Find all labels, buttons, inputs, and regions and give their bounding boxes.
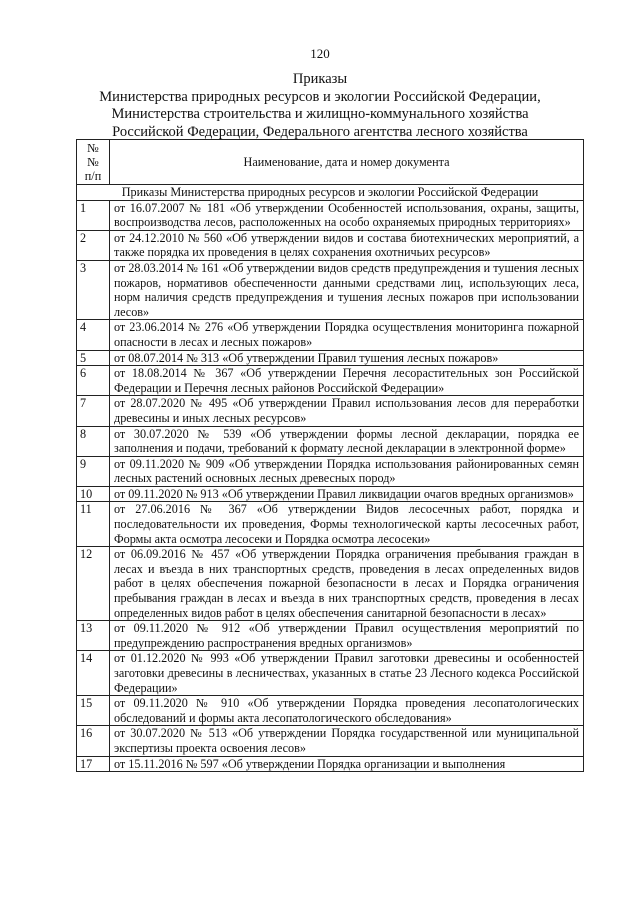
row-document-text: от 06.09.2016 № 457 «Об утверждении Порядка ограничения пребывания граждан в лесах и въезда в них транспортных средств, проведения в лесах определенных видов работ в целях обеспечения пожарной безопасности в лесах и Порядка ограничения пребывания граждан в лесах и въезда в них транспортных средств, проведения в лесах определенных видов работ в целях обеспечения санитарной безопасности в лесах» [110,547,584,621]
row-document-text: от 01.12.2020 № 993 «Об утверждении Правил заготовки древесины и особенностей заготовки древесины в лесничествах, указанных в статье 23 Лесного кодекса Российской Федерации» [110,651,584,696]
table-row [77,502,584,547]
row-document-text: от 28.03.2014 № 161 «Об утверждении видов средств предупреждения и тушения лесных пожаров, нормативов обеспеченности данными средствами лиц, использующих леса, норм наличия средств предупреждения и тушения лесных пожаров при использовании лесов» [110,260,584,319]
row-document-text: от 23.06.2014 № 276 «Об утверждении Порядка осуществления мониторинга пожарной опасности в лесах и лесных пожаров» [110,320,584,350]
row-number: 7 [77,396,110,426]
row-number: 16 [77,726,110,756]
row-document-text: от 09.11.2020 № 910 «Об утверждении Порядка проведения лесопатологических обследований и формы акта лесопатологического обследования» [110,696,584,726]
table-row [77,486,584,502]
table-row [77,396,584,426]
table-row [77,230,584,260]
table-row [77,350,584,366]
row-number: 17 [77,756,110,772]
header-num-line: п/п [84,169,102,183]
heading-line-2: Министерства природных ресурсов и экологии Российской Федерации, [99,88,541,105]
table-row [77,621,584,651]
row-document-text: от 08.07.2014 № 313 «Об утверждении Правил тушения лесных пожаров» [110,350,584,366]
row-document-text: от 27.06.2016 № 367 «Об утверждении Видов лесосечных работ, порядка и последовательности их проведения, Формы технологической карты лесосечных работ, Формы акта осмотра лесосеки и Порядка осмотра лесосеки» [110,502,584,547]
table-row [77,651,584,696]
row-number: 5 [77,350,110,366]
row-number: 10 [77,486,110,502]
table-row [77,547,584,621]
table-row [77,456,584,486]
row-document-text: от 09.11.2020 № 909 «Об утверждении Порядка использования районированных семян лесных растений основных лесных древесных пород» [110,456,584,486]
section-title: Приказы Министерства природных ресурсов и экологии Российской Федерации [77,185,584,201]
table-row [77,726,584,756]
row-document-text: от 30.07.2020 № 513 «Об утверждении Порядка государственной или муниципальной экспертизы проекта освоения лесов» [110,726,584,756]
table-row [77,756,584,772]
row-document-text: от 15.11.2016 № 597 «Об утверждении Порядка организации и выполнения [110,756,584,772]
document-heading [0,71,640,141]
row-number: 9 [77,456,110,486]
header-num-line: № [87,141,99,155]
table-row [77,696,584,726]
row-number: 11 [77,502,110,547]
row-document-text: от 09.11.2020 № 912 «Об утверждении Правил осуществления мероприятий по предупреждению распространения вредных организмов» [110,621,584,651]
row-document-text: от 16.07.2007 № 181 «Об утверждении Особенностей использования, охраны, защиты, воспроизводства лесов, расположенных на особо охраняемых природных территориях» [110,200,584,230]
row-document-text: от 30.07.2020 № 539 «Об утверждении формы лесной декларации, порядка ее заполнения и подачи, требований к формату лесной декларации в электронной форме» [110,426,584,456]
header-num-line: № [87,155,99,169]
row-number: 2 [77,230,110,260]
row-number: 4 [77,320,110,350]
row-number: 15 [77,696,110,726]
documents-table [76,139,584,772]
row-document-text: от 18.08.2014 № 367 «Об утверждении Перечня лесорастительных зон Российской Федерации и Перечня лесных районов Российской Федерации» [110,366,584,396]
row-number: 6 [77,366,110,396]
page-number: 120 [310,46,330,61]
row-document-text: от 09.11.2020 № 913 «Об утверждении Правил ликвидации очагов вредных организмов» [110,486,584,502]
row-number: 8 [77,426,110,456]
table-row [77,260,584,319]
table-row [77,366,584,396]
table-row [77,320,584,350]
section-row [77,185,584,201]
row-number: 12 [77,547,110,621]
table-row [77,426,584,456]
row-number: 13 [77,621,110,651]
table-row [77,200,584,230]
heading-line-3: Министерства строительства и жилищно-коммунального хозяйства [111,106,529,122]
table-header-row [77,140,584,185]
heading-line-1: Приказы [292,71,348,87]
row-document-text: от 28.07.2020 № 495 «Об утверждении Правил использования лесов для переработки древесины и иных лесных ресурсов» [110,396,584,426]
row-number: 1 [77,200,110,230]
column-header-name: Наименование, дата и номер документа [110,140,584,185]
row-document-text: от 24.12.2010 № 560 «Об утверждении видов и состава биотехнических мероприятий, а также порядка их проведения в целях сохранения охотничьих ресурсов» [110,230,584,260]
column-header-number [77,140,110,185]
heading-line-4: Российской Федерации, Федерального агентства лесного хозяйства [112,123,528,140]
row-number: 3 [77,260,110,319]
row-number: 14 [77,651,110,696]
